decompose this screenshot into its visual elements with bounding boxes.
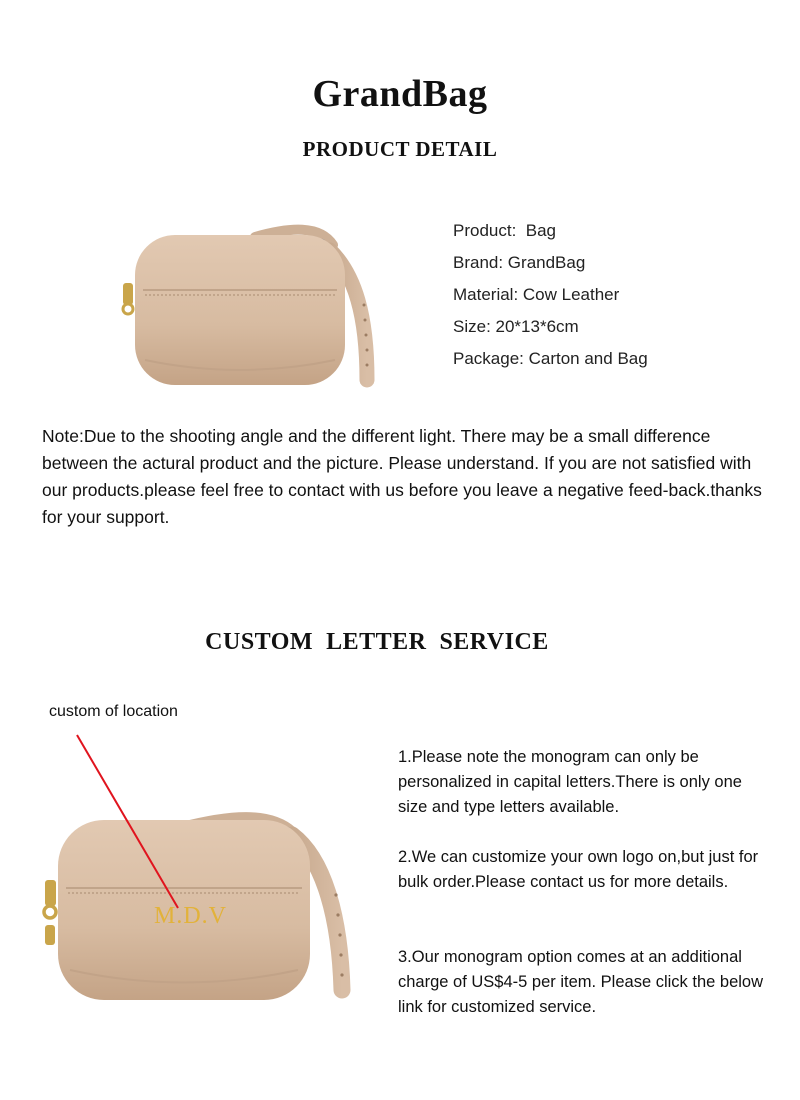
- section-title-product-detail: PRODUCT DETAIL: [302, 137, 498, 161]
- service-note-3: 3.Our monogram option comes at an additional charge of US$4-5 per item. Please click the below link for customized service.: [398, 948, 764, 1016]
- spec-brand: Brand: GrandBag: [453, 253, 586, 272]
- service-note-1: 1.Please note the monogram can only be personalized in capital letters.There is only one size and type letters available.: [398, 748, 742, 816]
- product-image: [105, 195, 425, 415]
- product-specs: [453, 218, 648, 378]
- monogram-letters: M.D.V: [154, 903, 228, 929]
- service-note-2: 2.We can customize your own logo on,but just for bulk order.Please contact us for more details.: [398, 848, 759, 891]
- spec-material: Material: Cow Leather: [453, 285, 620, 304]
- spec-size: Size: 20*13*6cm: [453, 317, 579, 336]
- brand-title: GrandBag: [312, 73, 488, 115]
- spec-product: Product: Bag: [453, 221, 557, 240]
- disclaimer-note: Note:Due to the shooting angle and the different light. There may be a small difference between the actural product and the picture. Please understand. If you are not satisfied with our products.please feel free to contact with us before you leave a negative feed-back.thanks for your support.: [42, 426, 762, 527]
- section-title-custom-letter: CUSTOM LETTER SERVICE: [205, 629, 549, 655]
- location-label: custom of location: [49, 703, 178, 720]
- spec-package: Package: Carton and Bag: [453, 349, 648, 368]
- monogram-product-image: [30, 720, 370, 1050]
